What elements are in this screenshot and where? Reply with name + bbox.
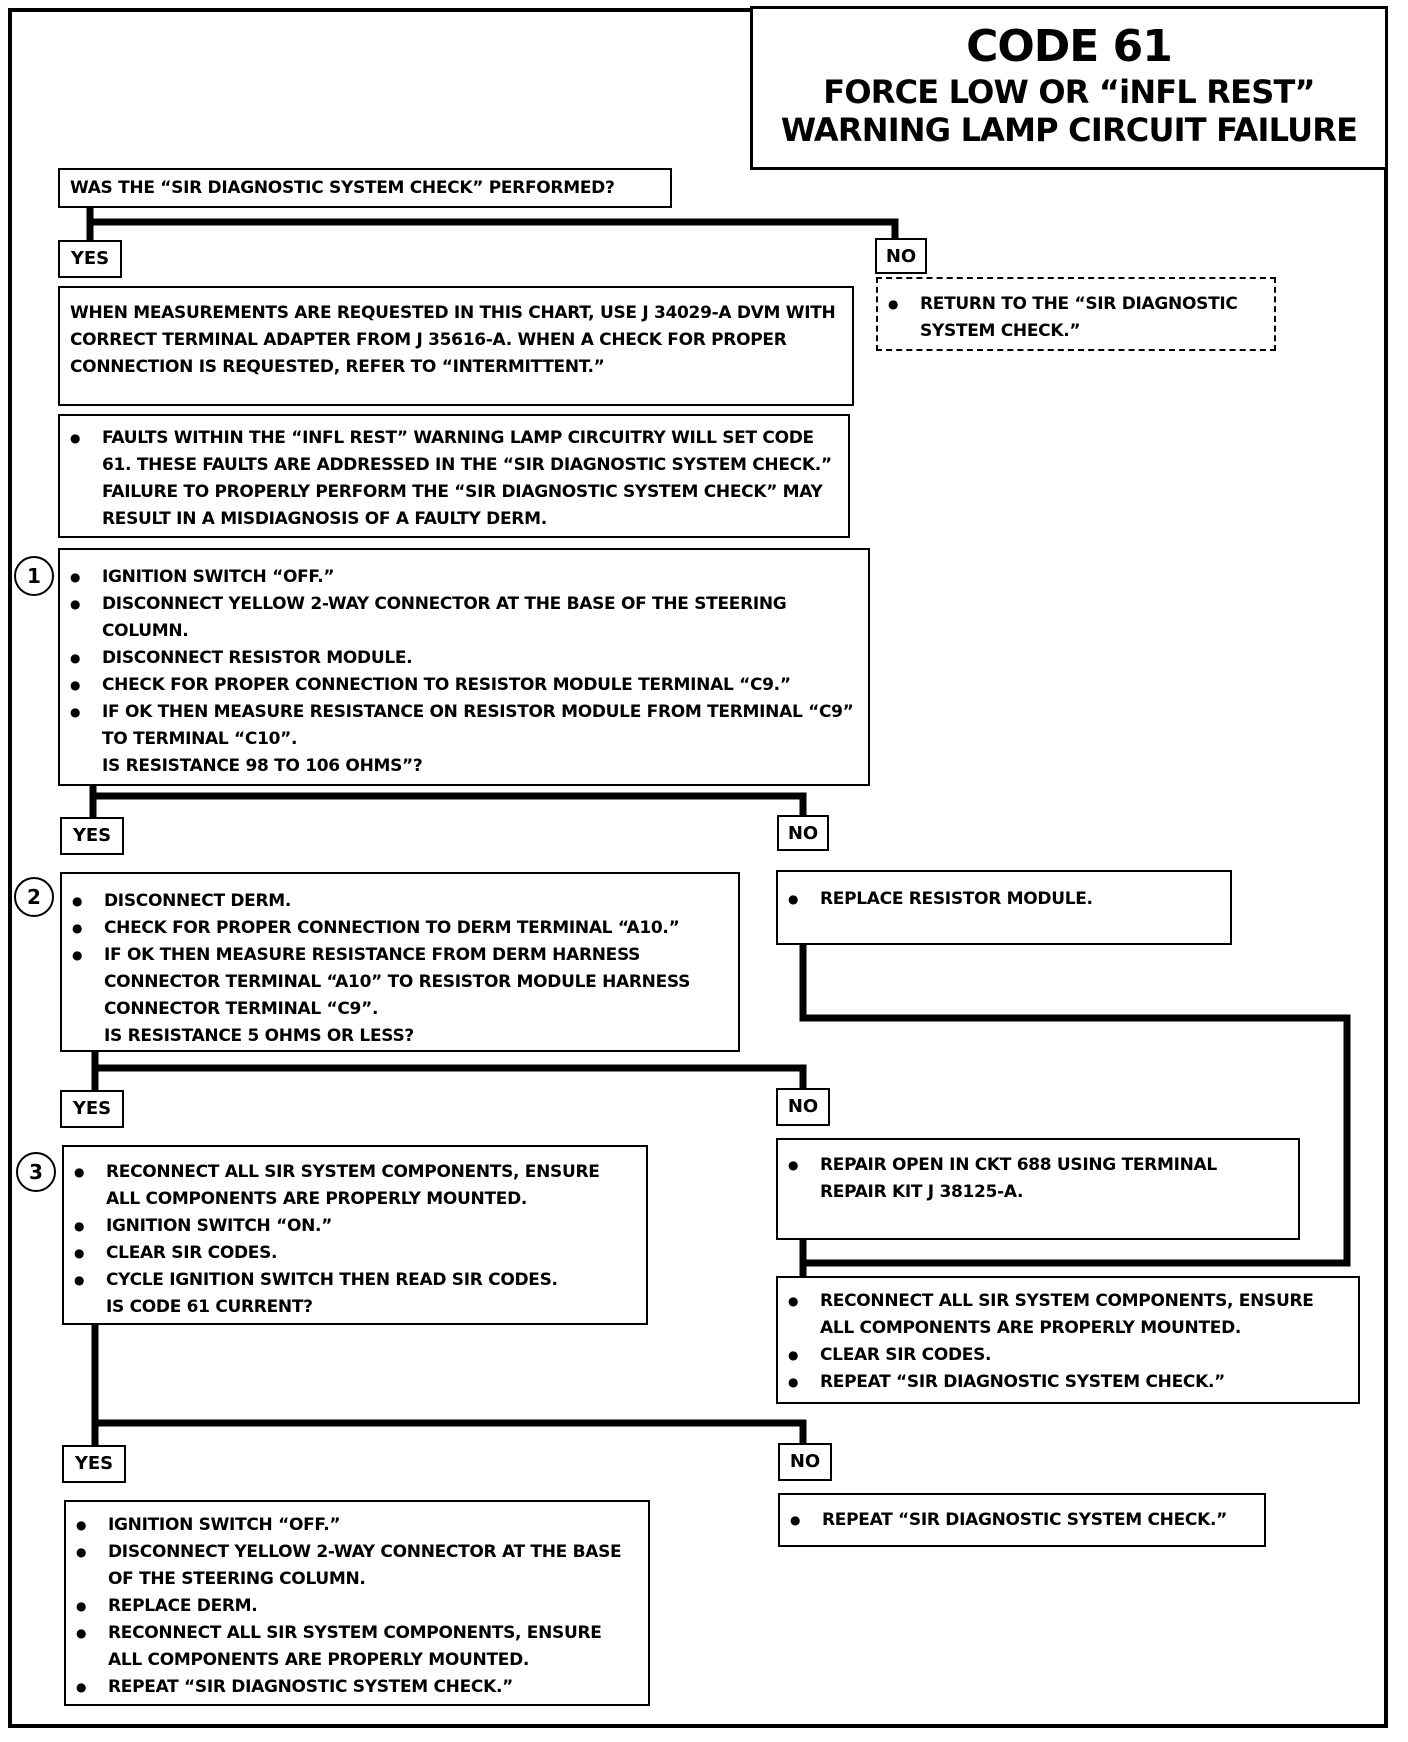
replace-derm-box <box>64 1500 650 1706</box>
connector-step3 <box>95 1423 803 1445</box>
step2-no-label: NO <box>776 1088 830 1126</box>
replace-derm-item: ● RECONNECT ALL SIR SYSTEM COMPONENTS, ENSURE ALL COMPONENTS ARE PROPERLY MOUNTED. <box>66 1620 638 1674</box>
step-1-box <box>58 548 870 786</box>
step-2-marker: 2 <box>14 877 54 917</box>
step-1-question: IS RESISTANCE 98 TO 106 OHMS”? <box>102 756 423 776</box>
step-3-box <box>62 1145 648 1325</box>
replace-derm-item: ● REPEAT “SIR DIAGNOSTIC SYSTEM CHECK.” <box>66 1674 638 1701</box>
top-yes-label: YES <box>58 240 122 278</box>
step-2-item: ● IF OK THEN MEASURE RESISTANCE FROM DERM HARNESS CONNECTOR TERMINAL “A10” TO RESISTOR MODULE HARNESS CONNECTOR TERMINAL “C9”. <box>62 942 728 1023</box>
return-check-text: ● RETURN TO THE “SIR DIAGNOSTIC SYSTEM CHECK.” <box>878 291 1262 345</box>
faults-note-text: ● FAULTS WITHIN THE “INFL REST” WARNING LAMP CIRCUITRY WILL SET CODE 61. THESE FAULTS ARE ADDRESSED IN THE “SIR DIAGNOSTIC SYSTEM CHECK.” FAILURE TO PROPERLY PERFORM THE “SIR DIAGNOSTIC SYSTEM CHECK” MAY RESULT IN A MISDIAGNOSIS OF A FAULTY DERM. <box>60 425 838 533</box>
reconnect-item: ● CLEAR SIR CODES. <box>778 1342 1350 1369</box>
question-top-text: WAS THE “SIR DIAGNOSTIC SYSTEM CHECK” PERFORMED? <box>70 178 615 198</box>
step-3-item: ● RECONNECT ALL SIR SYSTEM COMPONENTS, ENSURE ALL COMPONENTS ARE PROPERLY MOUNTED. <box>64 1159 636 1213</box>
step1-yes-label: YES <box>60 817 124 855</box>
step2-yes-label: YES <box>60 1090 124 1128</box>
return-check-box <box>876 277 1276 351</box>
step3-yes-label: YES <box>62 1445 126 1483</box>
subtitle-line-2: WARNING LAMP CIRCUIT FAILURE <box>780 111 1358 149</box>
top-no-label: NO <box>875 238 927 274</box>
reconnect-box <box>776 1276 1360 1404</box>
replace-derm-item: ● IGNITION SWITCH “OFF.” <box>66 1512 638 1539</box>
faults-note-box <box>58 414 850 538</box>
reconnect-item: ● RECONNECT ALL SIR SYSTEM COMPONENTS, ENSURE ALL COMPONENTS ARE PROPERLY MOUNTED. <box>778 1288 1350 1342</box>
measurements-note-box <box>58 286 854 406</box>
step-3-item: ● CYCLE IGNITION SWITCH THEN READ SIR CODES. <box>64 1267 636 1294</box>
step3-no-label: NO <box>778 1443 832 1481</box>
code-title: CODE 61 <box>966 21 1172 72</box>
replace-derm-item: ● DISCONNECT YELLOW 2-WAY CONNECTOR AT THE BASE OF THE STEERING COLUMN. <box>66 1539 638 1593</box>
step-1-marker: 1 <box>14 556 54 596</box>
step-1-item: ● DISCONNECT YELLOW 2-WAY CONNECTOR AT THE BASE OF THE STEERING COLUMN. <box>60 591 858 645</box>
step-3-marker: 3 <box>16 1152 56 1192</box>
question-top-box <box>58 168 672 208</box>
connector-step1 <box>93 786 803 817</box>
step-3-item: ● CLEAR SIR CODES. <box>64 1240 636 1267</box>
replace-derm-item: ● REPLACE DERM. <box>66 1593 638 1620</box>
step-1-item: ● DISCONNECT RESISTOR MODULE. <box>60 645 858 672</box>
step-1-item: ● CHECK FOR PROPER CONNECTION TO RESISTOR MODULE TERMINAL “C9.” <box>60 672 858 699</box>
replace-resistor-text: ● REPLACE RESISTOR MODULE. <box>778 886 1220 913</box>
repeat-check-box <box>778 1493 1266 1547</box>
step-1-item: ● IGNITION SWITCH “OFF.” <box>60 564 858 591</box>
step-2-item: ● CHECK FOR PROPER CONNECTION TO DERM TERMINAL “A10.” <box>62 915 728 942</box>
step1-no-label: NO <box>777 815 829 851</box>
connector-top-yes <box>90 208 895 240</box>
replace-resistor-box <box>776 870 1232 945</box>
step-2-question: IS RESISTANCE 5 OHMS OR LESS? <box>104 1026 414 1046</box>
connector-step2 <box>95 1052 803 1090</box>
title-block <box>750 6 1388 170</box>
step-3-item: ● IGNITION SWITCH “ON.” <box>64 1213 636 1240</box>
subtitle-line-1: FORCE LOW OR “iNFL REST” <box>823 73 1315 111</box>
repair-open-text: ● REPAIR OPEN IN CKT 688 USING TERMINAL REPAIR KIT J 38125-A. <box>778 1152 1288 1206</box>
step-1-item: ● IF OK THEN MEASURE RESISTANCE ON RESISTOR MODULE FROM TERMINAL “C9” TO TERMINAL “C10”. <box>60 699 858 753</box>
measurements-note-text: WHEN MEASUREMENTS ARE REQUESTED IN THIS CHART, USE J 34029-A DVM WITH CORRECT TERMINAL ADAPTER FROM J 35616-A. WHEN A CHECK FOR PROPER CONNECTION IS REQUESTED, REFER TO “INTERMITTENT.” <box>70 303 836 377</box>
reconnect-item: ● REPEAT “SIR DIAGNOSTIC SYSTEM CHECK.” <box>778 1369 1350 1396</box>
step-2-item: ● DISCONNECT DERM. <box>62 888 728 915</box>
step-2-box <box>60 872 740 1052</box>
repair-open-box <box>776 1138 1300 1240</box>
repeat-check-text: ● REPEAT “SIR DIAGNOSTIC SYSTEM CHECK.” <box>780 1507 1254 1534</box>
step-3-question: IS CODE 61 CURRENT? <box>106 1297 313 1317</box>
